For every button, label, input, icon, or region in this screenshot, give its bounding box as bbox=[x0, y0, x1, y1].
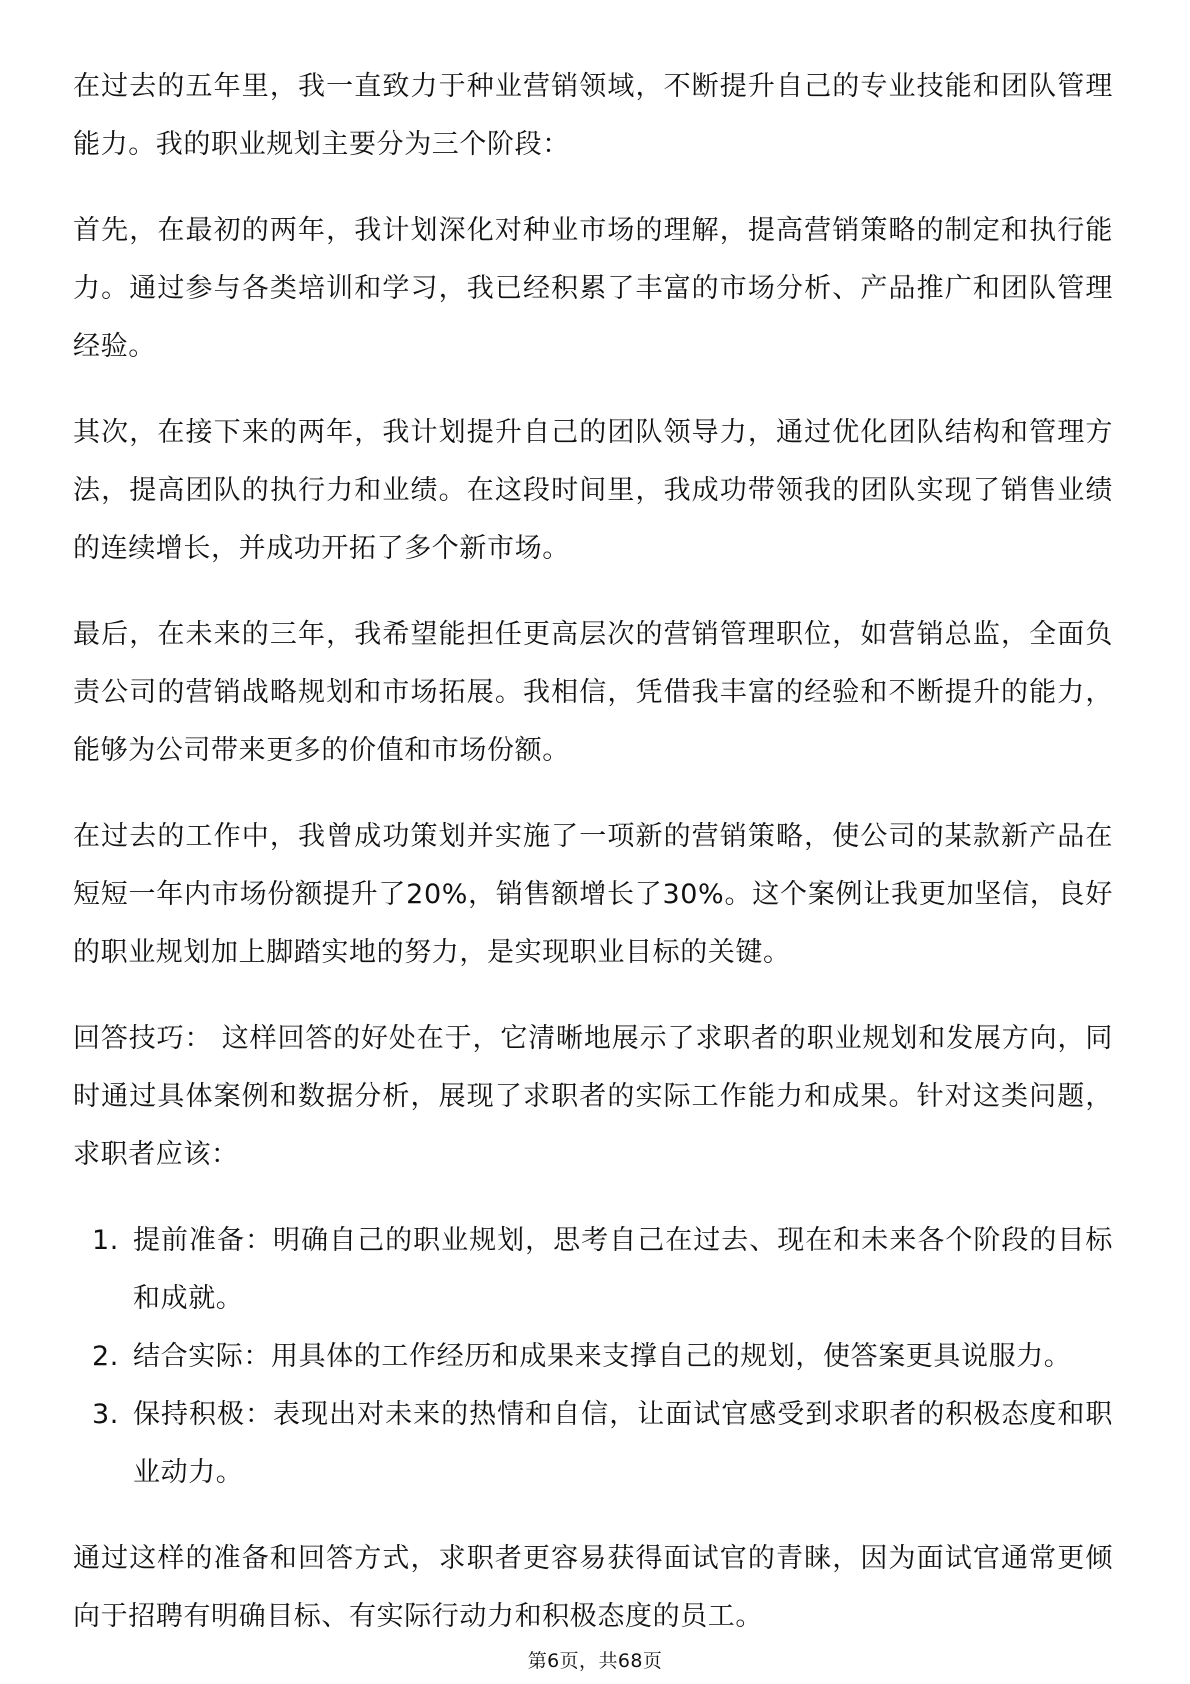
list-item-text: 结合实际：用具体的工作经历和成果来支撑自己的规划，使答案更具说服力。 bbox=[133, 1341, 1072, 1372]
list-item bbox=[73, 1328, 1113, 1386]
paragraph-answer-tips: 回答技巧： 这样回答的好处在于，它清晰地展示了求职者的职业规划和发展方向，同时通过具体案例和数据分析，展现了求职者的实际工作能力和成果。针对这类问题，求职者应该： bbox=[73, 1023, 1113, 1170]
paragraph-case-study: 在过去的工作中，我曾成功策划并实施了一项新的营销策略，使公司的某款新产品在短短一年内市场份额提升了20%，销售额增长了30%。这个案例让我更加坚信，良好的职业规划加上脚踏实地的努力，是实现职业目标的关键。 bbox=[73, 821, 1113, 968]
list-item bbox=[73, 1386, 1113, 1502]
paragraph-stage-three: 最后，在未来的三年，我希望能担任更高层次的营销管理职位，如营销总监，全面负责公司的营销战略规划和市场拓展。我相信，凭借我丰富的经验和不断提升的能力，能够为公司带来更多的价值和市场份额。 bbox=[73, 619, 1113, 766]
list-item-number: 2. bbox=[92, 1341, 119, 1372]
list-item bbox=[73, 1212, 1113, 1328]
page-number-footer: 第6页，共68页 bbox=[527, 1650, 663, 1672]
paragraph-intro: 在过去的五年里，我一直致力于种业营销领域，不断提升自己的专业技能和团队管理能力。我的职业规划主要分为三个阶段： bbox=[73, 71, 1113, 160]
list-item-number: 1. bbox=[92, 1225, 119, 1256]
paragraph-closing: 通过这样的准备和回答方式，求职者更容易获得面试官的青睐，因为面试官通常更倾向于招聘有明确目标、有实际行动力和积极态度的员工。 bbox=[73, 1543, 1113, 1632]
list-item-number: 3. bbox=[92, 1399, 119, 1430]
paragraph-stage-two: 其次，在接下来的两年，我计划提升自己的团队领导力，通过优化团队结构和管理方法，提高团队的执行力和业绩。在这段时间里，我成功带领我的团队实现了销售业绩的连续增长，并成功开拓了多个新市场。 bbox=[73, 417, 1113, 564]
tips-list bbox=[73, 1212, 1113, 1502]
list-item-text: 保持积极：表现出对未来的热情和自信，让面试官感受到求职者的积极态度和职业动力。 bbox=[133, 1399, 1113, 1488]
list-item-text: 提前准备：明确自己的职业规划，思考自己在过去、现在和未来各个阶段的目标和成就。 bbox=[133, 1225, 1113, 1314]
page-content bbox=[73, 58, 1113, 1674]
paragraph-stage-one: 首先，在最初的两年，我计划深化对种业市场的理解，提高营销策略的制定和执行能力。通过参与各类培训和学习，我已经积累了丰富的市场分析、产品推广和团队管理经验。 bbox=[73, 215, 1113, 362]
